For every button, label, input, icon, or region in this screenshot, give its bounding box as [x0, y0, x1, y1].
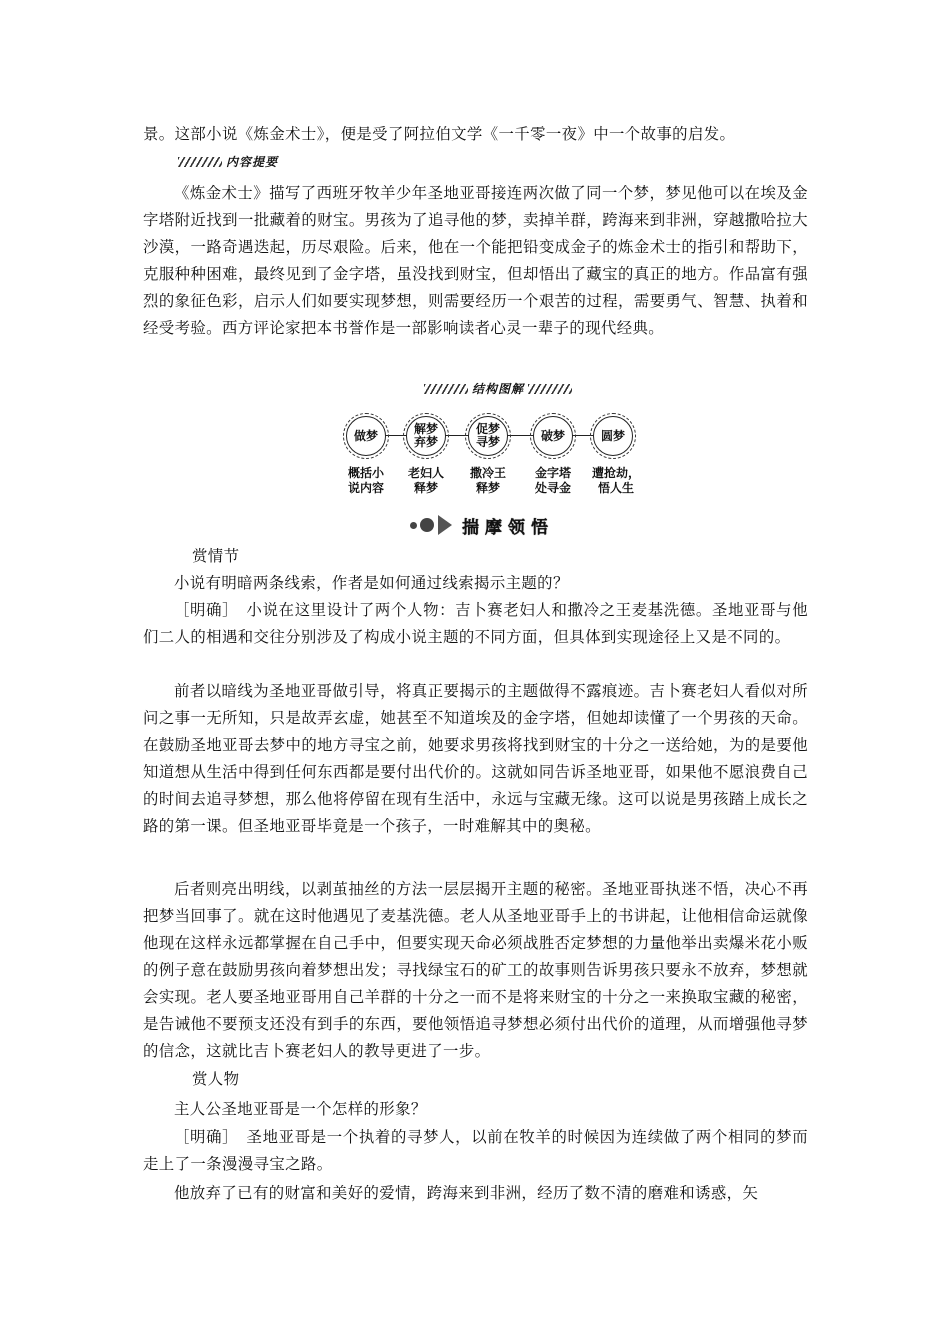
diagram-caption-3: 撒冷王 释梦	[469, 466, 506, 495]
structure-banner-label: 结构图解	[472, 382, 525, 396]
diagram-caption-2: 老妇人 释梦	[407, 466, 444, 495]
diagram-node-3: 促梦 寻梦	[468, 416, 508, 456]
diagram-caption-1: 概括小 说内容	[347, 466, 384, 495]
hatch-decoration	[178, 157, 222, 167]
structure-diagram	[340, 408, 640, 498]
arrow-icon	[438, 515, 452, 535]
summary-banner-label: 内容提要	[226, 155, 279, 169]
section-heading-label: 揣摩领悟	[462, 517, 554, 538]
diagram-caption-4: 金字塔 处寻金	[534, 466, 571, 495]
answer-plot-dark-line: 前者以暗线为圣地亚哥做引导，将真正要揭示的主题做得不露痕迹。吉卜赛老妇人看似对所问之事一无所知，只是故弄玄虚，她甚至不知道埃及的金字塔，但她却读懂了一个男孩的天命。在鼓励圣地亚哥去梦中的地方寻宝之前，她要求男孩将找到财宝的十分之一送给她，为的是要他知道想从生活中得到任何东西都是要付出代价的。这就如同告诉圣地亚哥，如果他不愿浪费自己的时间去追寻梦想，那么他将停留在现有生活中，永远与宝藏无缘。这可以说是男孩踏上成长之路的第一课。但圣地亚哥毕竟是一个孩子，一时难解其中的奥秘。	[143, 682, 808, 835]
diagram-node-2: 解梦 弃梦	[406, 416, 446, 456]
hatch-decoration-right	[528, 384, 572, 394]
subheading-plot: 赏情节	[192, 547, 240, 565]
question-plot: 小说有明暗两条线索，作者是如何通过线索揭示主题的？	[174, 574, 569, 592]
answer-plot-intro: ［明确］ 小说在这里设计了两个人物：吉卜赛老妇人和撒冷之王麦基洗德。圣地亚哥与他们二人的相遇和交往分别涉及了构成小说主题的不同方面，但具体到实现途径上又是不同的。	[143, 601, 808, 646]
paragraph-summary: 《炼金术士》描写了西班牙牧羊少年圣地亚哥接连两次做了同一个梦，梦见他可以在埃及金字塔附近找到一批藏着的财宝。男孩为了追寻他的梦，卖掉羊群，跨海来到非洲，穿越撒哈拉大沙漠，一路奇遇迭起，历尽艰险。后来，他在一个能把铅变成金子的炼金术士的指引和帮助下，克服种种困难，最终见到了金字塔，虽没找到财宝，但却悟出了藏宝的真正的地方。作品富有强烈的象征色彩，启示人们如要实现梦想，则需要经历一个艰苦的过程，需要勇气、智慧、执着和经受考验。西方评论家把本书誉作是一部影响读者心灵一辈子的现代经典。	[143, 184, 808, 337]
structure-banner	[424, 380, 572, 397]
bullet-dot-large	[420, 518, 434, 532]
diagram-node-4: 破梦	[533, 416, 573, 456]
diagram-node-1: 做梦	[346, 416, 386, 456]
hatch-decoration-left	[424, 384, 468, 394]
diagram-caption-5: 遭抢劫， 悟人生	[591, 466, 640, 495]
answer-character: ［明确］ 圣地亚哥是一个执着的寻梦人，以前在牧羊的时候因为连续做了两个相同的梦而走上了一条漫漫寻宝之路。	[143, 1128, 808, 1173]
paragraph-intro-end: 景。这部小说《炼金术士》，便是受了阿拉伯文学《一千零一夜》中一个故事的启发。	[143, 125, 736, 143]
answer-plot-bright-line: 后者则亮出明线，以剥茧抽丝的方法一层层揭开主题的秘密。圣地亚哥执迷不悟，决心不再把梦当回事了。就在这时他遇见了麦基洗德。老人从圣地亚哥手上的书讲起，让他相信命运就像他现在这样永远都掌握在自己手中，但要实现天命必须战胜否定梦想的力量他举出卖爆米花小贩的例子意在鼓励男孩向着梦想出发；寻找绿宝石的矿工的故事则告诉男孩只要永不放弃，梦想就会实现。老人要圣地亚哥用自己羊群的十分之一而不是将来财宝的十分之一来换取宝藏的秘密，是告诫他不要预支还没有到手的东西，要他领悟追寻梦想必须付出代价的道理，从而增强他寻梦的信念，这就比吉卜赛老妇人的教导更进了一步。	[143, 880, 808, 1060]
subheading-character: 赏人物	[192, 1070, 240, 1088]
answer-character-continued: 他放弃了已有的财富和美好的爱情，跨海来到非洲，经历了数不清的磨难和诱惑，矢	[174, 1184, 759, 1202]
bullet-dot-small	[410, 522, 417, 529]
question-character: 主人公圣地亚哥是一个怎样的形象？	[174, 1100, 427, 1118]
section-heading	[410, 512, 554, 538]
summary-banner	[178, 153, 282, 170]
diagram-node-5: 圆梦	[593, 416, 633, 456]
